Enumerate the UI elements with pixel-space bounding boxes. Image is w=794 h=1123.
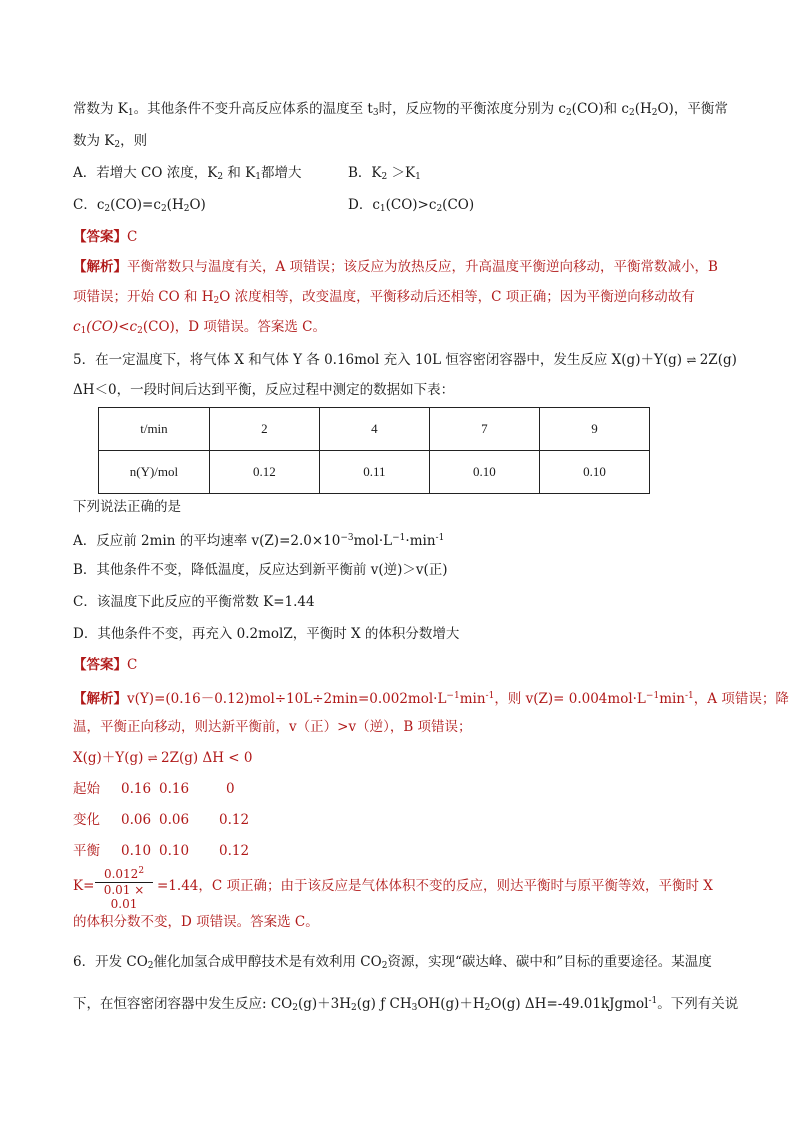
analysis-label: 【解析】 (73, 259, 127, 275)
table-cell: t/min (99, 408, 210, 451)
q4-option-d: D．$c_1(CO)>c_2(CO)$ (348, 197, 475, 214)
ice-row-z: 0.12 (219, 812, 250, 828)
equilibrium-arrow-icon: ⇌ (686, 353, 696, 367)
k-suffix: =1.44，C 项正确；由于该反应是气体体积不变的反应，则达平衡时与原平衡等效，平衡时 X (157, 878, 713, 894)
q4-option-a: A．若增大 CO 浓度，$K_2$ 和 $K_1$都增大 (73, 165, 302, 182)
q4-analysis-line2: 项错误；开始 CO 和 $H_2O$ 浓度相等，改变温度，平衡移动后还相等，C 项正确；因为平衡逆向移动故有 (73, 289, 695, 306)
table-cell: 7 (429, 408, 539, 451)
k-fraction (95, 866, 153, 911)
ice-row-z: 0 (226, 781, 235, 797)
ice-row-label: 平衡 (73, 843, 100, 859)
q5-analysis-final: 的体积分数不变，D 项错误。答案选 C。 (73, 914, 319, 930)
table-cell: 0.12 (209, 451, 319, 494)
q5-option-a: A．反应前 2min 的平均速率 $v(Z)=2.0\times 10^{-3}mol\cdot L^{-1}\cdot\min^{-1}$ (73, 533, 445, 549)
q5-question: 下列说法正确的是 (73, 499, 181, 515)
q4-option-c: C．$c_2(CO)=c_2(H_2O)$ (73, 197, 206, 214)
q5-option-d: D．其他条件不变，再充入 0.2molZ，平衡时 X 的体积分数增大 (73, 626, 460, 642)
table-cell: 0.10 (539, 451, 649, 494)
q4-answer (73, 227, 137, 247)
ice-row-label: 变化 (73, 812, 100, 828)
q5-stem-line1: 5．在一定温度下，将气体 X 和气体 Y 各 0.16mol 充入 10L 恒容密闭容器中，发生反应 X(g)＋Y(g) ⇌ 2Z(g) (73, 352, 737, 368)
ice-row-y: 0.06 (159, 812, 190, 828)
analysis-label: 【解析】 (73, 691, 127, 707)
q5-option-c: C．该温度下此反应的平衡常数 K=1.44 (73, 594, 315, 610)
k-numerator: 0.012$^2$ (95, 866, 153, 883)
q5-analysis-line2: 温，平衡正向移动，则达新平衡前，v（正）>v（逆），B 项错误； (73, 719, 472, 735)
q6-stem-line1: 6．开发 $CO_2$催化加氢合成甲醇技术是有效利用 $CO_2$资源，实现“碳达峰、碳中和”目标的重要途径。某温度 (73, 954, 712, 971)
table-cell: 9 (539, 408, 649, 451)
table-cell: 0.10 (429, 451, 539, 494)
k-prefix: K= (73, 878, 95, 894)
k-denominator: 0.01 × 0.01 (103, 883, 145, 911)
answer-value: C (127, 657, 138, 673)
answer-label: 【答案】 (73, 657, 127, 673)
ice-row-x: 0.16 (121, 781, 152, 797)
table-cell: 2 (209, 408, 319, 451)
table-row (99, 451, 650, 494)
q5-data-table (98, 407, 650, 494)
table-cell: n(Y)/mol (99, 451, 210, 494)
q4-stem-line1: 常数为 $K_1$。其他条件不变升高反应体系的温度至 $t_3$时，反应物的平衡浓度分别为 $c_2(CO)$和 $c_2(H_2O)$，平衡常 (73, 101, 728, 118)
q5-stem-line2: ΔH＜0，一段时间后达到平衡，反应过程中测定的数据如下表： (73, 382, 455, 398)
q4-stem-line2: 数为 $K_2$，则 (73, 133, 148, 150)
table-cell: 4 (319, 408, 429, 451)
ice-row-x: 0.10 (121, 843, 152, 859)
q5-answer (73, 655, 137, 675)
q4-analysis-line3: $c_1(CO)<c_2(CO)$，D 项错误。答案选 C。 (73, 319, 327, 336)
q5-analysis-line1: 【解析】$v(Y)=(0.16-0.12)mol\div 10L\div 2\min=0.002mol\cdot L^{-1}\min^{-1}$，则 $v(Z)= 0.004mol\cdot L^{-1}\min^{-1}$，A 项错误；降 (73, 691, 789, 707)
q4-option-b: B．$K_2 >K_1$ (348, 165, 421, 182)
ice-row-z: 0.12 (219, 843, 250, 859)
equilibrium-arrow-icon: ⇌ (147, 751, 157, 765)
ice-row-y: 0.16 (159, 781, 190, 797)
ice-row-y: 0.10 (159, 843, 190, 859)
answer-label: 【答案】 (73, 229, 127, 245)
q5-option-b: B．其他条件不变，降低温度，反应达到新平衡前 v(逆)＞v(正) (73, 562, 448, 578)
q5-equation: X(g)＋Y(g) ⇌ 2Z(g) ΔH < 0 (73, 750, 253, 766)
q6-stem-line2: 下，在恒容密闭容器中发生反应: $CO_2(g)+3H_2(g)$ ƒ $CH_3OH(g)+H_2O(g)$ ΔH=-49.01kJgmol$^{-1}$。下列有关说 (73, 996, 739, 1013)
ice-row-label: 起始 (73, 781, 100, 797)
q4-analysis-line1: 【解析】平衡常数只与温度有关，A 项错误；该反应为放热反应，升高温度平衡逆向移动，平衡常数减小，B (73, 259, 718, 275)
table-cell: 0.11 (319, 451, 429, 494)
ice-row-x: 0.06 (121, 812, 152, 828)
answer-value: C (127, 229, 138, 245)
table-row (99, 408, 650, 451)
